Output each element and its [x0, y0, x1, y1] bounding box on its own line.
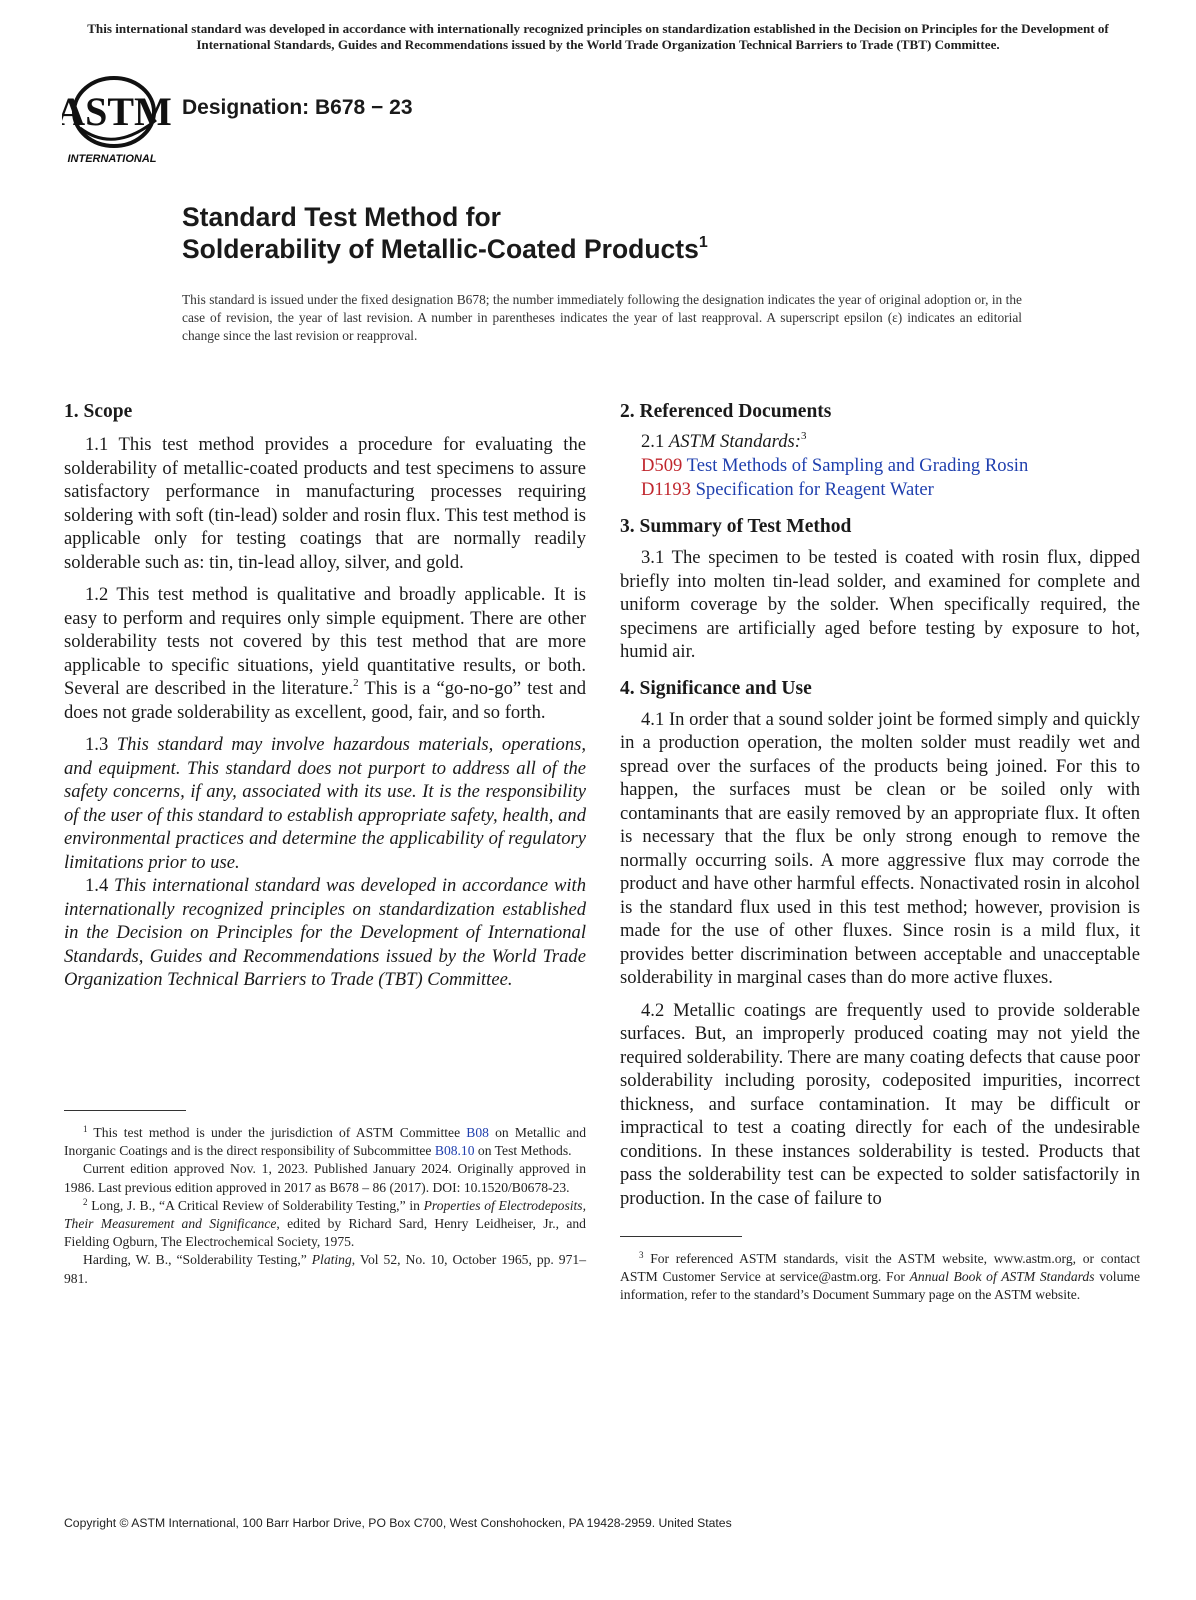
wto-notice: This international standard was developed in accordance with internationally recognized principles on standardization established in the Decision on Principles for the Development of International Standards, Guides and Recommendations issued by the World Trade Organization Technical Barriers to Trade (TBT) Committee.	[87, 21, 1109, 52]
astm-logo	[62, 70, 174, 166]
paragraph-4-1: 4.1 In order that a sound solder joint be formed simply and quickly in a production operation, the molten solder must readily wet and spread over the surfaces of the products being joined. For this to happen, the surfaces must be clean or be soiled only with contaminants that are easily removed by an appropriate flux. It often is necessary that the flux be only strong enough to remove the normally occurring soils. A more aggressive flux may corrode the product and have other harmful effects. Nonactivated rosin in alcohol is the standard flux used in this test method; however, provision is made for the use of other fluxes. Since rosin is a mild flux, it provides better discrimination between acceptable and unacceptable solderability in marginal cases than do more active fluxes.	[620, 708, 1140, 988]
astm-logo-icon	[62, 70, 174, 166]
section-heading-summary: 3. Summary of Test Method	[620, 516, 852, 537]
paragraph-1-2: 1.2 This test method is qualitative and broadly applicable. It is easy to perform and requires only simple equipment. There are other solderability tests not covered by this test method that are more applicable to specific situations, yield quantitative results, or both. Several are described in the literature.$^2$ This is a “go-no-go” test and does not grade solderability as excellent, good, fair, and so forth.	[64, 584, 586, 723]
reference-d1193[interactable]	[620, 478, 1140, 502]
issue-note: This standard is issued under the fixed designation B678; the number immediately following the designation indicates the year of original adoption or, in the case of revision, the year of last revision. A number in parentheses indicates the year of last reapproval. A superscript epsilon (ε) indicates an editorial change since the last revision or reapproval.	[182, 292, 1022, 343]
footnote-divider	[64, 1110, 186, 1111]
reference-title-link[interactable]: Specification for Reagent Water	[695, 479, 934, 500]
section-heading-referenced-documents: 2. Referenced Documents	[620, 401, 832, 422]
document-title	[182, 201, 708, 265]
footnotes-left	[64, 1124, 586, 1288]
current-edition-note: Current edition approved Nov. 1, 2023. Published January 2024. Originally approved in 1986. Last previous edition approved in 2017 as B678 – 86 (2017). DOI: 10.1520/B0678-23.	[64, 1161, 586, 1195]
logo-subtitle: INTERNATIONAL	[67, 153, 157, 165]
footnote-1: $^1$ This test method is under the jurisdiction of ASTM Committee B08 on Metallic and Inorganic Coatings and is the direct responsibility of Subcommittee B08.10 on Test Methods.	[64, 1124, 586, 1159]
footnote-3: $^3$ For referenced ASTM standards, visit the ASTM website, www.astm.org, or contact ASTM Customer Service at service@astm.org. For Annual Book of ASTM Standards volume information, refer to the standard’s Document Summary page on the ASTM website.	[620, 1250, 1140, 1303]
paragraph-4-2: 4.2 Metallic coatings are frequently used to provide solderable surfaces. But, an improperly produced coating may not yield the required solderability. There are many coating defects that cause poor solderability including porosity, codeposited impurities, incorrect thickness, and surface contamination. It may be difficult or impractical to test a coating directly for each of the undesirable conditions. In these instances solderability is tested. Products that pass the solderability test can be expected to solder satisfactorily in production. In the case of failure to	[620, 999, 1140, 1209]
right-column	[620, 400, 1140, 1210]
paragraph-1-4: 1.4 This international standard was developed in accordance with internationally recognized principles on standardization established in the Decision on Principles for the Development of International Standards, Guides and Recommendations issued by the World Trade Organization Technical Barriers to Trade (TBT) Committee.	[64, 875, 587, 990]
footnote-ref-2: 2	[353, 677, 359, 689]
footnote-ref-3: 3	[800, 430, 807, 442]
paragraph-3-1: 3.1 The specimen to be tested is coated with rosin flux, dipped briefly into molten tin-lead solder, and examined for complete and uniform coverage by the solder. When specifically required, the specimens are artificially aged before testing by exposure to hot, humid air.	[620, 547, 1140, 662]
designation: Designation: B678 − 23	[182, 96, 413, 119]
title-line-2: Solderability of Metallic-Coated Products$^1$	[182, 234, 708, 264]
title-line-1: Standard Test Method for	[182, 202, 501, 232]
footnote-2: $^2$ Long, J. B., “A Critical Review of Solderability Testing,” in Properties of Electrodeposits, Their Measurement and Significance, edited by Richard Sard, Henry Leidheiser, Jr., and Fielding Ogburn, The Electrochemical Society, 1975.	[64, 1196, 586, 1250]
subcommittee-link[interactable]: B08.10	[434, 1143, 475, 1159]
reference-code-link[interactable]: D509	[641, 455, 683, 476]
section-heading-significance: 4. Significance and Use	[620, 677, 812, 699]
paragraph-1-1: 1.1 This test method provides a procedure for evaluating the solderability of metallic-coated products and test specimens to assure satisfactory performance in manufacturing processes requiring soldering with soft (tin-lead) solder and rosin flux. This test method is applicable only for testing coatings that are normally readily solderable such as: tin, tin-lead alloy, silver, and gold.	[64, 434, 586, 573]
reference-d509[interactable]	[620, 454, 1140, 478]
title-footnote-mark: 1	[698, 234, 708, 251]
left-column	[64, 400, 586, 992]
footnote-2-harding: Harding, W. B., “Solderability Testing,” Plating, Vol 52, No. 10, October 1965, pp. 971–981.	[64, 1252, 586, 1286]
copyright: Copyright © ASTM International, 100 Barr Harbor Drive, PO Box C700, West Conshohocken, PA 19428-2959. United States	[64, 1516, 732, 1530]
reference-title-link[interactable]: Test Methods of Sampling and Grading Rosin	[686, 455, 1029, 476]
committee-link[interactable]: B08	[466, 1125, 489, 1140]
footnotes-right	[620, 1250, 1140, 1305]
reference-code-link[interactable]: D1193	[641, 479, 691, 500]
logo-wordmark: ASTM	[62, 89, 172, 134]
paragraph-1-3: 1.3 This standard may involve hazardous materials, operations, and equipment. This standard does not purport to address all of the safety concerns, if any, associated with its use. It is the responsibility of the user of this standard to establish appropriate safety, health, and environmental practices and determine the applicability of regulatory limitations prior to use.	[64, 734, 587, 873]
section-heading-scope: 1. Scope	[64, 401, 133, 422]
astm-standards-subheading: 2.1 ASTM Standards:$^3$	[641, 430, 807, 452]
footnote-divider	[620, 1236, 742, 1237]
